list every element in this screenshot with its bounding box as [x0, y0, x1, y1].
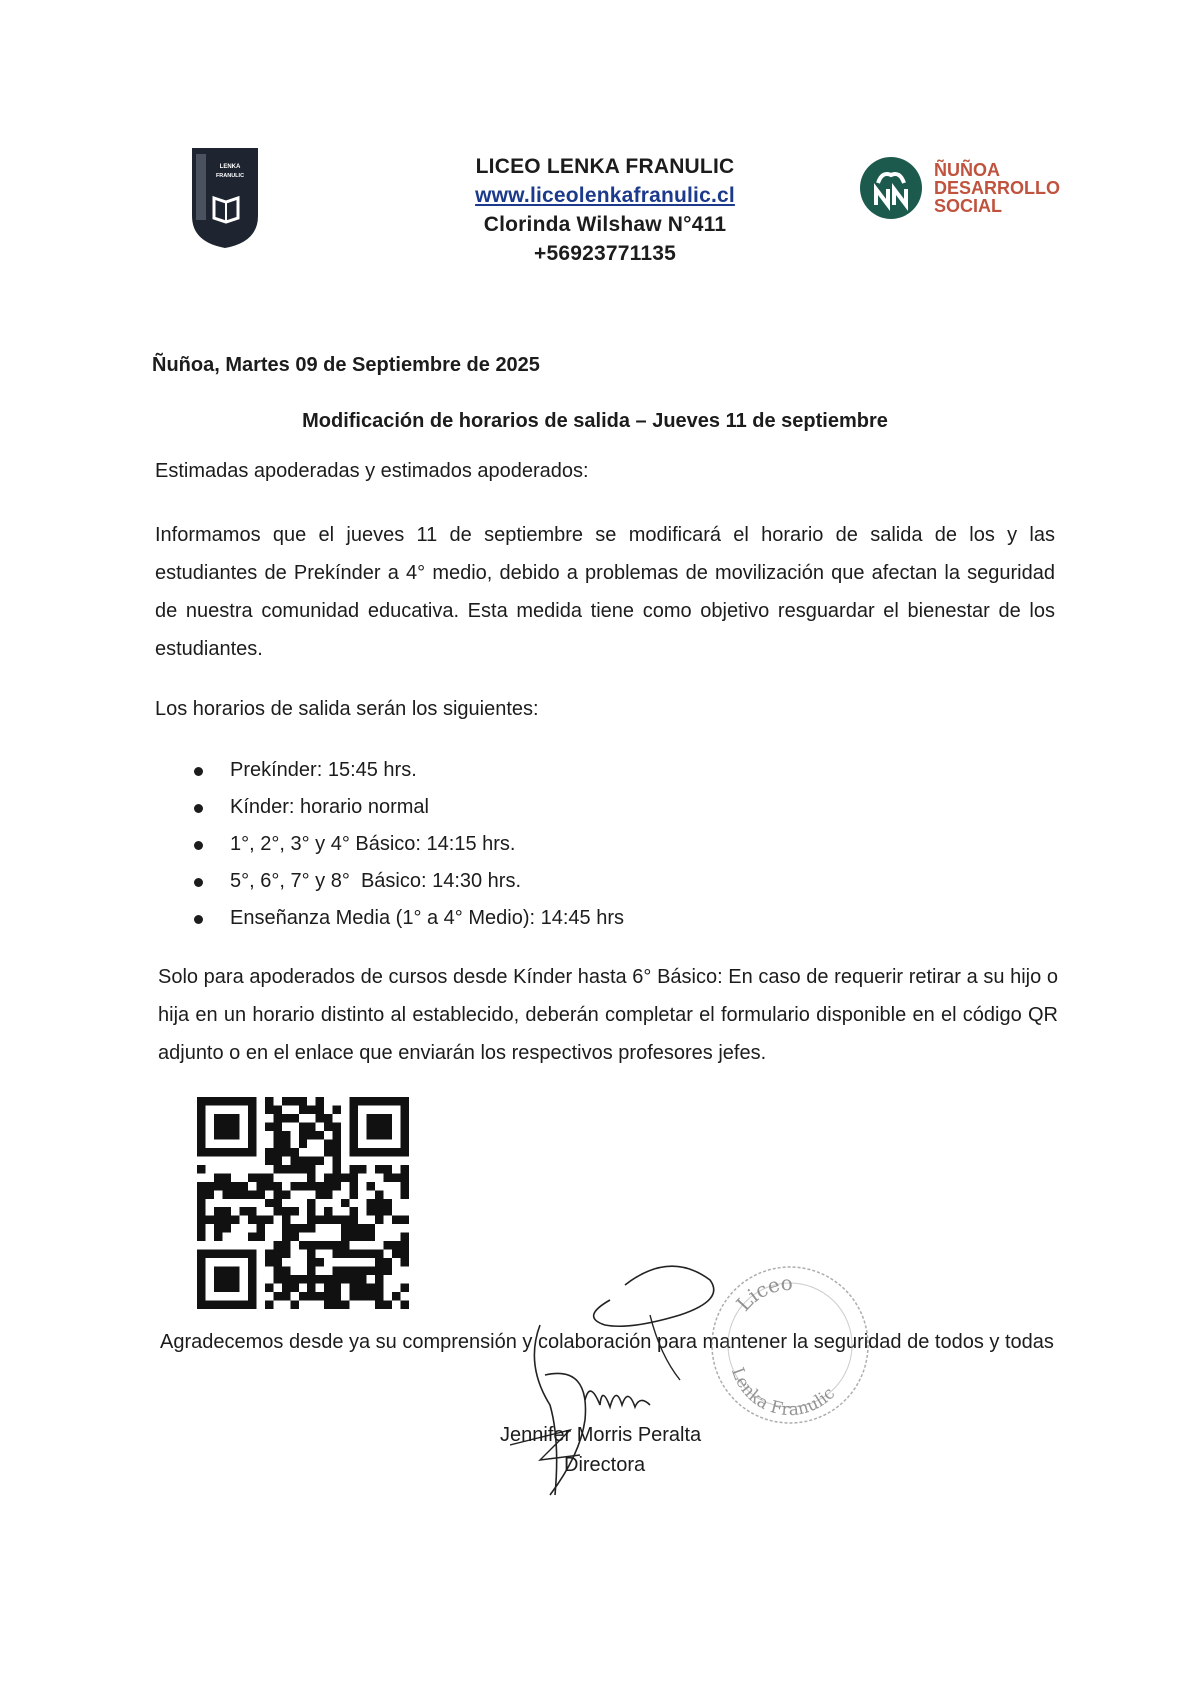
school-phone: +56923771135: [534, 242, 676, 265]
schedule-item: [190, 826, 624, 863]
nunoa-emblem-icon: [858, 155, 924, 221]
school-crest-logo: [190, 146, 260, 250]
schedule-item: [190, 863, 624, 900]
crest-lettering-2: FRANULIC: [215, 173, 245, 179]
schedule-item-text: Enseñanza Media (1° a 4° Medio): 14:45 hrs: [230, 907, 624, 929]
signer-name: Jennifer Morris Peralta: [500, 1424, 702, 1446]
stamp-lettering-top: Liceo: [731, 1270, 794, 1316]
school-address: Clorinda Wilshaw N°411: [483, 213, 727, 236]
partner-line-1: ÑUÑOA: [934, 160, 1000, 180]
crest-lettering-1: LENKA: [219, 164, 241, 170]
schedule-item: [190, 900, 624, 937]
bullet-icon: [194, 878, 203, 887]
letter-date: Ñuñoa, Martes 09 de Septiembre de 2025: [152, 354, 540, 376]
signer-role: Directora: [564, 1454, 646, 1476]
bullet-icon: [194, 915, 203, 924]
schedule-intro: Los horarios de salida serán los siguientes:: [155, 698, 539, 720]
closing-text: Agradecemos desde ya su comprensión y colaboración para mantener la seguridad de todos y todas: [160, 1331, 1054, 1353]
bullet-icon: [194, 841, 203, 850]
nunoa-desarrollo-social-logo: [858, 155, 1088, 225]
partner-line-3: SOCIAL: [934, 196, 1003, 216]
schedule-item-text: 1°, 2°, 3° y 4° Básico: 14:15 hrs.: [230, 833, 516, 855]
signature-block: [500, 1420, 730, 1480]
notice-paragraph: Informamos que el jueves 11 de septiembre se modificará el horario de salida de los y las estudiantes de Prekínder a 4° medio, debido a problemas de movilización que afectan la seguridad de nuestra comunidad educativa. Esta medida tiene como objetivo resguardar el bienestar de los estudiantes.: [155, 524, 1055, 660]
partner-logo-text: [934, 161, 1060, 215]
partner-line-2: DESARROLLO: [934, 178, 1060, 198]
letter-subject: Modificación de horarios de salida – Jueves 11 de septiembre: [302, 410, 888, 432]
schedule-item-text: Kínder: horario normal: [230, 796, 429, 818]
school-website-link[interactable]: www.liceolenkafranulic.cl: [475, 184, 735, 207]
schedule-list: [190, 752, 624, 937]
letterhead: [440, 152, 770, 268]
bullet-icon: [194, 767, 203, 776]
school-name: LICEO LENKA FRANULIC: [475, 155, 735, 178]
schedule-item-text: 5°, 6°, 7° y 8° Básico: 14:30 hrs.: [230, 870, 522, 892]
schedule-item: [190, 752, 624, 789]
letter-greeting: Estimadas apoderadas y estimados apoderados:: [155, 460, 589, 482]
schedule-item: [190, 789, 624, 826]
bullet-icon: [194, 804, 203, 813]
pickup-paragraph: Solo para apoderados de cursos desde Kínder hasta 6° Básico: En caso de requerir retirar a su hijo o hija en un horario distinto al establecido, deberán completar el formulario disponible en el código QR adjunto o en el enlace que enviarán los respectivos profesores jefes.: [158, 966, 1058, 1064]
form-qr-code[interactable]: [197, 1097, 409, 1309]
schedule-item-text: Prekínder: 15:45 hrs.: [230, 759, 417, 781]
stamp-lettering-bottom: Lenka Franulic: [726, 1364, 840, 1421]
